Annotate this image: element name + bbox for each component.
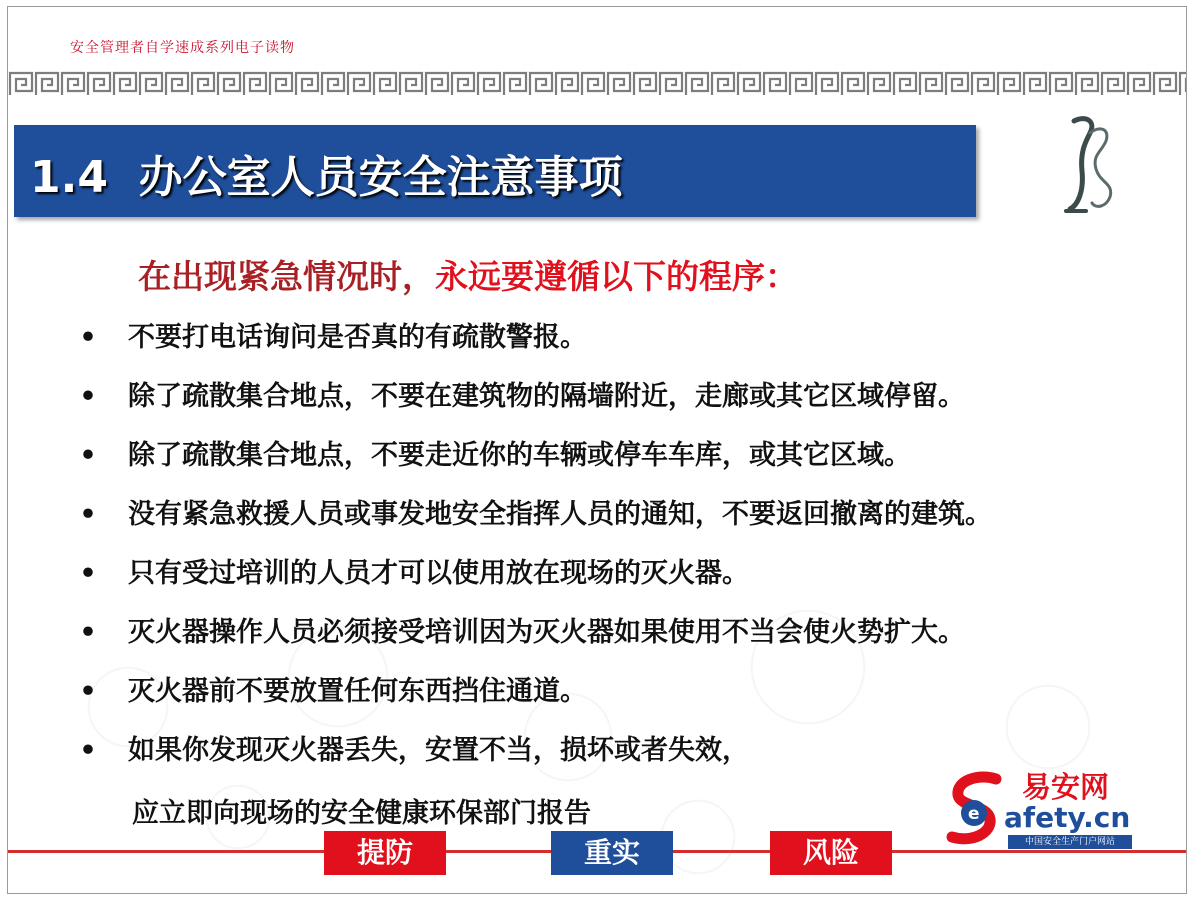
svg-text:e: e (968, 804, 980, 824)
safety-logo-icon (944, 771, 1008, 851)
bullet-icon: • (79, 322, 97, 353)
bullet-text: 灭火器操作人员必须接受培训因为灭火器如果使用不当会使火势扩大。 (128, 617, 965, 648)
calligraphy-numeral-decoration-icon (1056, 111, 1120, 215)
logo-en-text: afety.cn (1004, 801, 1131, 834)
bullet-text: 没有紧急救援人员或事发地安全指挥人员的通知，不要返回撤离的建筑。 (128, 499, 992, 530)
series-header: 安全管理者自学速成系列电子读物 (70, 40, 295, 56)
headline-part1: 在出现紧急情况时， (138, 257, 435, 296)
meander-border-icon (8, 71, 1186, 97)
title-text: 办公室人员安全注意事项 (138, 152, 623, 203)
bullet-text: 只有受过培训的人员才可以使用放在现场的灭火器。 (128, 558, 749, 589)
bullet-icon: • (79, 440, 97, 471)
headline (138, 251, 798, 298)
bullet-text: 除了疏散集合地点，不要在建筑物的隔墙附近，走廊或其它区域停留。 (128, 381, 965, 412)
bullet-continuation: 应立即向现场的安全健康环保部门报告 (132, 798, 591, 829)
bullet-icon: • (79, 735, 97, 766)
bullet-icon: • (79, 381, 97, 412)
bullet-icon: • (79, 676, 97, 707)
title-number: 1.4 (30, 152, 108, 203)
bullet-text: 不要打电话询问是否真的有疏散警报。 (128, 322, 587, 353)
bullet-icon: • (79, 617, 97, 648)
bullet-text: 灭火器前不要放置任何东西挡住通道。 (128, 676, 587, 707)
title-bar (14, 125, 976, 217)
headline-part2: 永远要遵循以下的程序： (435, 257, 798, 296)
bullet-text: 除了疏散集合地点，不要走近你的车辆或停车车库，或其它区域。 (128, 440, 911, 471)
tag-tifang: 提防 (324, 831, 446, 875)
tag-fengxian: 风险 (770, 831, 892, 875)
slide (7, 6, 1187, 894)
bullet-text: 如果你发现灭火器丢失，安置不当，损坏或者失效， (128, 735, 749, 766)
page-title (30, 141, 623, 205)
bullet-icon: • (79, 558, 97, 589)
logo-subtitle: 中国安全生产门户网站 (1008, 835, 1132, 849)
bullet-icon: • (79, 499, 97, 530)
safety-logo[interactable] (944, 765, 1134, 853)
tag-zhongshi: 重实 (551, 831, 673, 875)
logo-cn-text: 易安网 (1022, 770, 1110, 804)
